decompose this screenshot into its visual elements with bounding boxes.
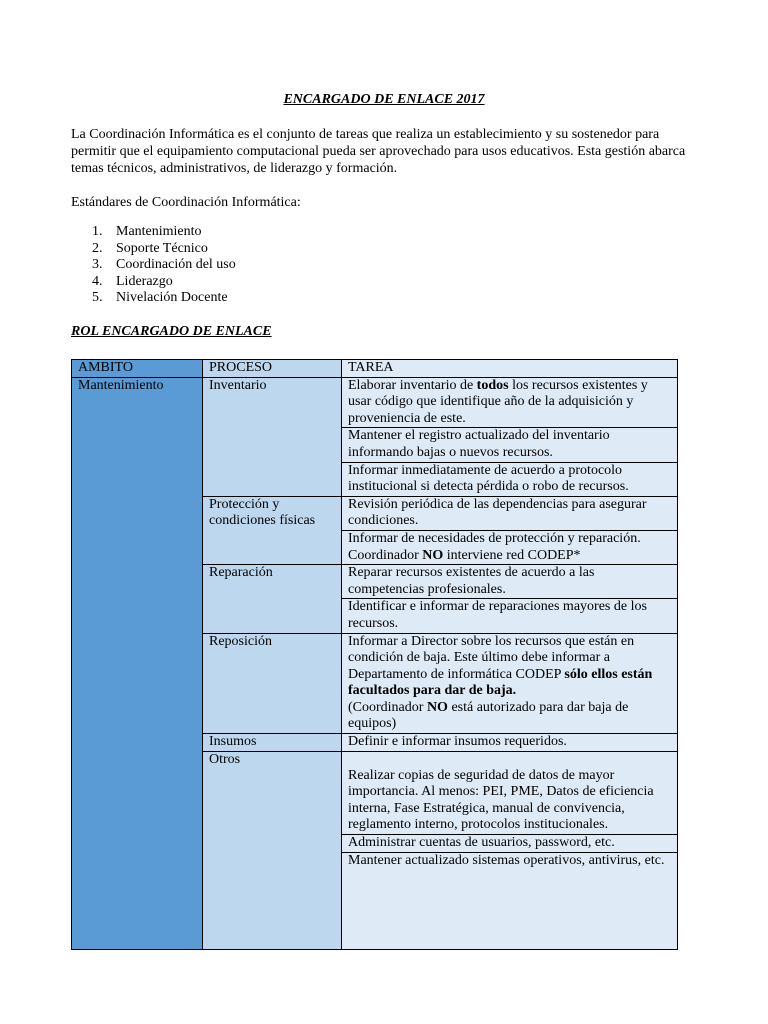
tarea-cell: Mantener actualizado sistemas operativos, antivirus, etc. [342, 852, 678, 949]
tarea-cell [342, 633, 678, 734]
proceso-insumos: Insumos [203, 734, 342, 752]
list-label: Soporte Técnico [116, 240, 208, 256]
proceso-reparacion: Reparación [203, 565, 342, 633]
tarea-cell: Mantener el registro actualizado del inventario informando bajas o nuevos recursos. [342, 428, 678, 462]
tarea-text: Informar de necesidades de protección y reparación. Coordinador [348, 530, 641, 563]
tarea-emphasis: NO [426, 699, 448, 715]
tarea-text: (Coordinador [348, 699, 427, 715]
header-tarea: TAREA [342, 360, 678, 378]
tarea-cell [342, 530, 678, 564]
list-number: 3. [92, 257, 103, 273]
tarea-emphasis: todos [476, 377, 509, 393]
tarea-emphasis: NO [422, 547, 444, 563]
tarea-text: interviene red CODEP* [443, 547, 581, 563]
standards-list [92, 224, 236, 307]
list-item [92, 224, 236, 241]
ambito-cell: Mantenimiento [72, 377, 203, 949]
tarea-text: está autorizado para dar baja de equipos) [348, 699, 629, 732]
document-title: ENCARGADO DE ENLACE 2017 [283, 92, 485, 107]
proceso-otros: Otros [203, 751, 342, 949]
proceso-reposicion: Reposición [203, 633, 342, 734]
list-number: 1. [92, 224, 103, 239]
list-item [92, 290, 236, 307]
tarea-cell: Definir e informar insumos requeridos. [342, 734, 678, 752]
list-label: Nivelación Docente [116, 290, 228, 306]
list-label: Mantenimiento [116, 224, 202, 239]
table-header-row [72, 360, 678, 378]
tarea-text: Informar a Director sobre los recursos que están en condición de baja. Este último debe informar a Departamento de informática CODEP [348, 633, 635, 682]
list-item [92, 241, 236, 258]
tarea-text: los recursos existentes y usar código que identifique año de la adquisición y proveniencia de este. [348, 377, 648, 426]
tarea-emphasis: sólo ellos están facultados para dar de baja. [348, 666, 653, 699]
list-label: Coordinación del uso [116, 257, 236, 273]
proceso-inventario: Inventario [203, 377, 342, 496]
list-number: 2. [92, 240, 103, 256]
intro-paragraph: La Coordinación Informática es el conjunto de tareas que realiza un establecimiento y su sostenedor para permitir que el equipamiento computacional pueda ser aprovechado para usos educativos. Esta gestión abarca temas técnicos, administrativos, de liderazgo y formación. [71, 127, 686, 176]
tarea-cell: Revisión periódica de las dependencias para asegurar condiciones. [342, 496, 678, 530]
tarea-cell: Administrar cuentas de usuarios, password, etc. [342, 835, 678, 853]
table-row [72, 377, 678, 428]
role-table [71, 359, 678, 950]
tarea-cell: Identificar e informar de reparaciones mayores de los recursos. [342, 599, 678, 633]
tarea-cell: Reparar recursos existentes de acuerdo a las competencias profesionales. [342, 565, 678, 599]
standards-heading: Estándares de Coordinación Informática: [71, 195, 301, 210]
tarea-text: Elaborar inventario de [348, 377, 477, 393]
tarea-cell: Informar inmediatamente de acuerdo a protocolo institucional si detecta pérdida o robo de recursos. [342, 462, 678, 496]
tarea-cell: Realizar copias de seguridad de datos de mayor importancia. Al menos: PEI, PME, Datos de eficiencia interna, Fase Estratégica, manual de convivencia, reglamento interno, protocolos institucionales. [342, 751, 678, 834]
list-label: Liderazgo [116, 273, 173, 289]
header-ambito: AMBITO [72, 360, 203, 378]
header-proceso: PROCESO [203, 360, 342, 378]
tarea-cell [342, 377, 678, 428]
list-number: 5. [92, 290, 103, 306]
proceso-proteccion: Protección y condiciones físicas [203, 496, 342, 564]
list-item [92, 257, 236, 274]
list-item [92, 274, 236, 291]
list-number: 4. [92, 273, 103, 289]
role-heading: ROL ENCARGADO DE ENLACE [71, 324, 272, 339]
